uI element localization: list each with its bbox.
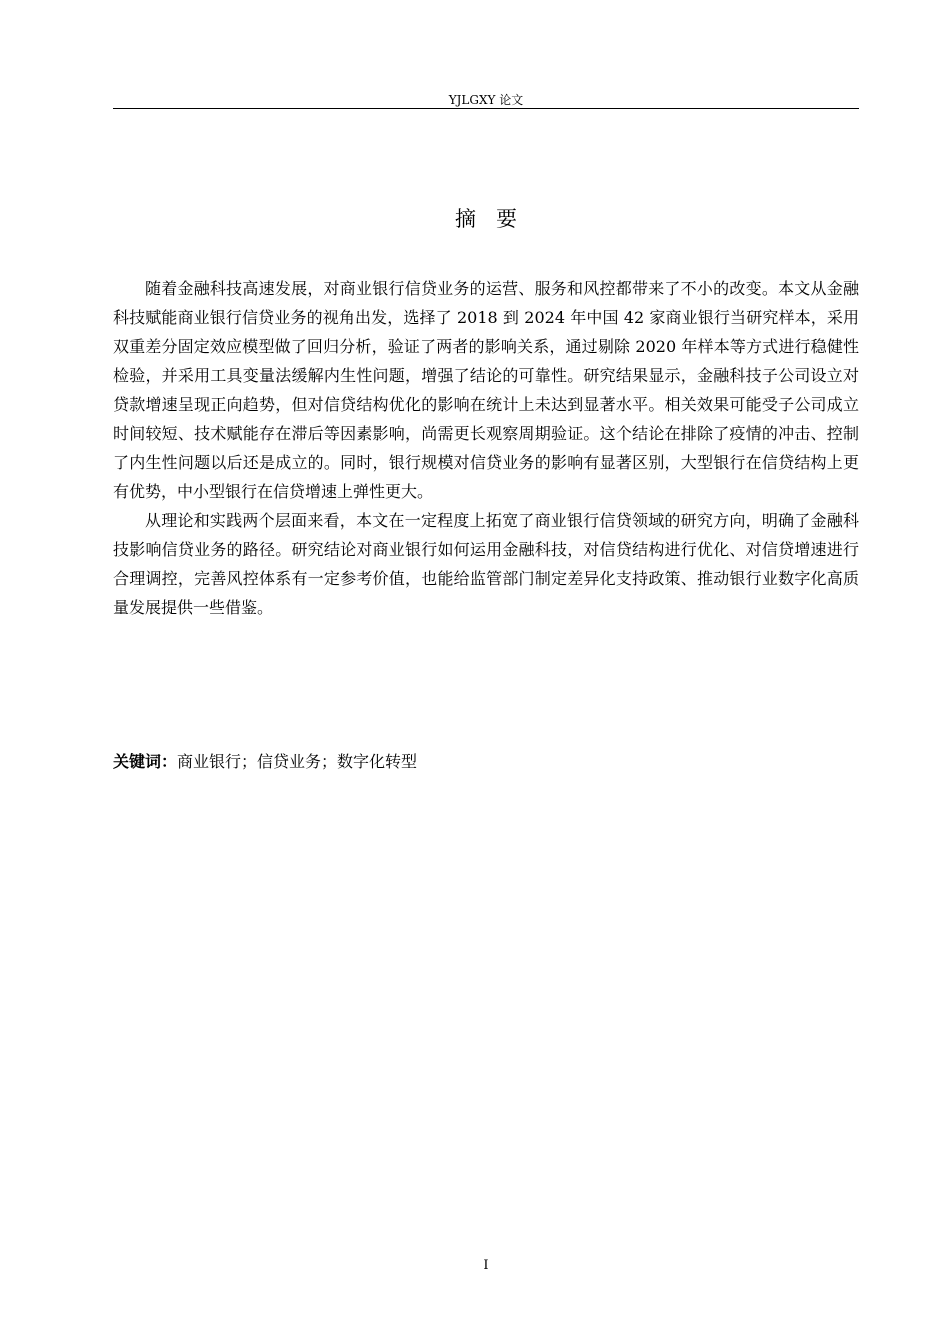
abstract-paragraph-1: 随着金融科技高速发展，对商业银行信贷业务的运营、服务和风控都带来了不小的改变。本文从金融科技赋能商业银行信贷业务的视角出发，选择了 2018 到 2024 年中国 42 家商业银行当研究样本，采用双重差分固定效应模型做了回归分析，验证了两者的影响关系，通过剔除 2020 年样本等方式进行稳健性检验，并采用工具变量法缓解内生性问题，增强了结论的可靠性。研究结果显示，金融科技子公司设立对贷款增速呈现正向趋势，但对信贷结构优化的影响在统计上未达到显著水平。相关效果可能受子公司成立时间较短、技术赋能存在滞后等因素影响，尚需更长观察周期验证。这个结论在排除了疫情的冲击、控制了内生性问题以后还是成立的。同时，银行规模对信贷业务的影响有显著区别，大型银行在信贷结构上更有优势，中小型银行在信贷增速上弹性更大。	[113, 279, 859, 501]
page-number: I	[483, 1258, 489, 1273]
header-divider	[113, 108, 859, 109]
keywords-value: 商业银行；信贷业务；数字化转型	[177, 752, 418, 771]
abstract-body	[113, 274, 859, 622]
keywords-label: 关键词：	[113, 752, 178, 771]
abstract-title: 摘要	[455, 207, 537, 231]
abstract-paragraph-2: 从理论和实践两个层面来看，本文在一定程度上拓宽了商业银行信贷领域的研究方向，明确了金融科技影响信贷业务的路径。研究结论对商业银行如何运用金融科技，对信贷结构进行优化、对信贷增速进行合理调控，完善风控体系有一定参考价值，也能给监管部门制定差异化支持政策、推动银行业数字化高质量发展提供一些借鉴。	[113, 511, 859, 617]
running-header: YJLGXY 论文	[448, 93, 524, 107]
keywords-line	[113, 747, 859, 776]
